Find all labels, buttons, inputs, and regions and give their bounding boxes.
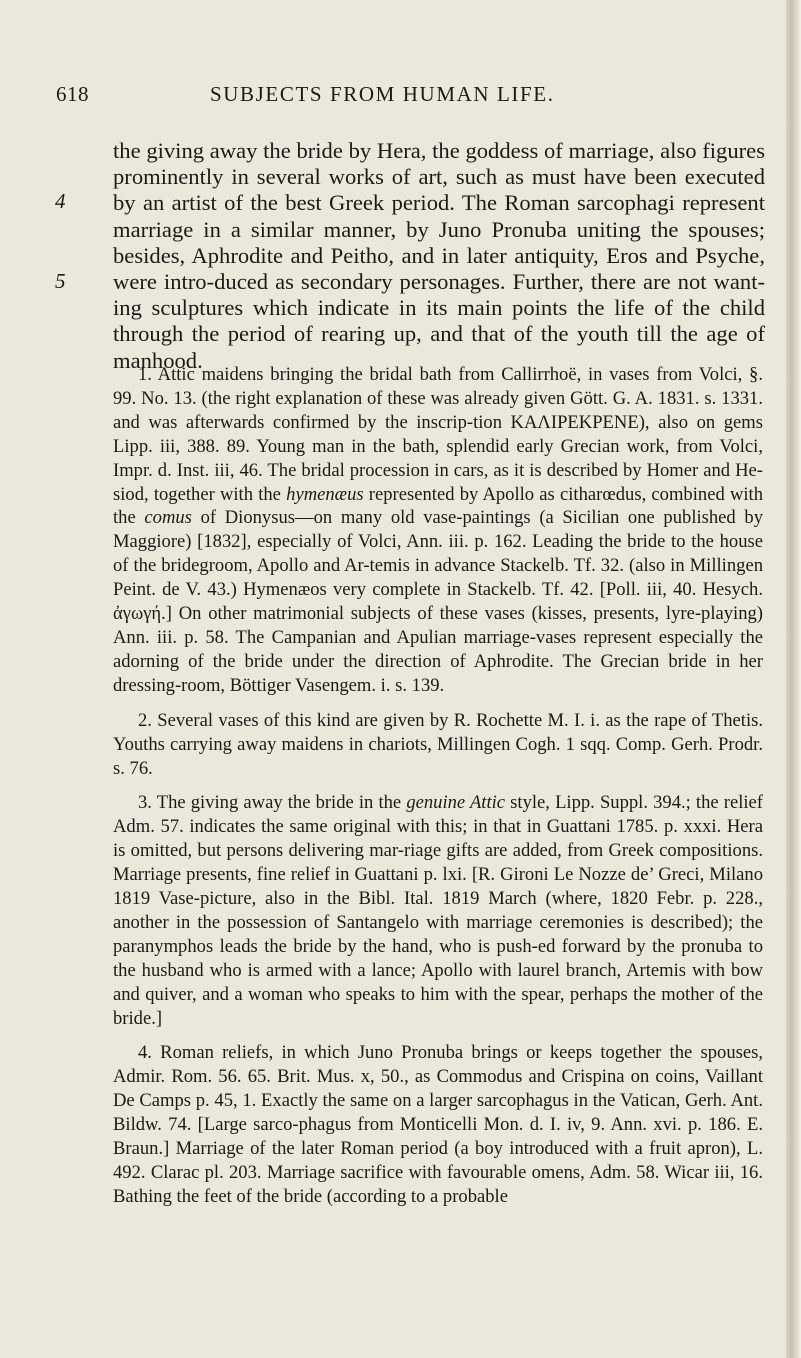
page-header — [0, 82, 786, 112]
note-3: 3. The giving away the bride in the genuine Attic style, Lipp. Suppl. 394.; the relief Adm. 57. indicates the same original with this; in that in Guattani 1785. p. xxxi. Hera is omitted, but persons delivering mar-riage gifts are added, from Greek compositions. Marriage presents, fine relief in Guattani p. lxi. [R. Gironi Le Nozze de’ Greci, Milano 1819 Vase-picture, also in the Bibl. Ital. 1819 March (where, 1820 Febr. p. 228., another in the possession of Santangelo with marriage ceremonies is described); the paranymphos leads the bride by the hand, who is push-ed forward by the pronuba to the husband who is armed with a lance; Apollo with laurel branch, Artemis with bow and quiver, and a woman who speaks to him with the spear, perhaps the mother of the bride.] — [113, 792, 763, 1029]
note-2: 2. Several vases of this kind are given by R. Rochette M. I. i. as the rape of Thetis. Youths carrying away maidens in chariots, Millingen Cogh. 1 sqq. Comp. Gerh. Prodr. s. 76. — [113, 709, 763, 779]
section-margin-number: 4 — [55, 189, 66, 213]
note-4: 4. Roman reliefs, in which Juno Pronuba brings or keeps together the spouses, Admir. Rom. 56. 65. Brit. Mus. x, 50., as Commodus and Crispina on coins, Vaillant De Camps p. 45, 1. Exactly the same on a larger sarcophagus in the Vatican, Gerh. Ant. Bildw. 74. [Large sarco-phagus from Monticelli Mon. d. I. iv, 9. Ann. xvi. p. 186. E. Braun.] Marriage of the later Roman period (a boy introduced with a fruit apron), L. 492. Clarac pl. 203. Marriage sacrifice with favourable omens, Adm. 58. Wicar iii, 16. Bathing the feet of the bride (according to a probable — [113, 1042, 763, 1207]
body-paragraph: the giving away the bride by Hera, the goddess of marriage, also figures prominently in several works of art, such as must have been executed by an artist of the best Greek period. The Roman sarcophagi represent marriage in a similar manner, by Juno Pronuba uniting the spouses; besides, Aphrodite and Peitho, and in later antiquity, Eros and Psyche, were intro-duced as secondary personages. Further, there are not want-ing sculptures which indicate in its main points the life of the child through the period of rearing up, and that of the youth till the age of manhood. — [113, 138, 765, 373]
section-margin-number: 5 — [55, 269, 66, 293]
page-number: 618 — [56, 82, 89, 106]
page-edge — [786, 0, 801, 1358]
note-1: 1. Attic maidens bringing the bridal bath from Callirrhoë, in vases from Volci, §. 99. No. 13. (the right explanation of these was already given Gött. G. A. 1831. s. 1331. and was afterwards confirmed by the inscrip-tion ΚΑΛΙΡΕΚΡΕΝΕ), also on gems Lipp. iii, 388. 89. Young man in the bath, splendid early Grecian work, from Volci, Impr. d. Inst. iii, 46. The bridal procession in cars, as it is described by Homer and He-siod, together with the hymenæus represented by Apollo as citharœdus, combined with the comus of Dionysus—on many old vase-paintings (a Sicilian one published by Maggiore) [1832], especially of Volci, Ann. iii. p. 162. Leading the bride to the house of the bridegroom, Apollo and Ar-temis in advance Stackelb. Tf. 32. (also in Millingen Peint. de V. 43.) Hymenæos very complete in Stackelb. Tf. 42. [Poll. iii, 40. Hesych. ἀγωγή.] On other matrimonial subjects of these vases (kisses, presents, lyre-playing) Ann. iii. p. 58. The Campanian and Apulian marriage-vases represent especially the adorning of the bride under the direction of Aphrodite. The Grecian bride in her dressing-room, Böttiger Vasengem. i. s. 139. — [113, 364, 764, 696]
notes-section — [113, 363, 763, 1220]
main-text — [113, 138, 765, 374]
running-head: SUBJECTS FROM HUMAN LIFE. — [210, 82, 555, 106]
